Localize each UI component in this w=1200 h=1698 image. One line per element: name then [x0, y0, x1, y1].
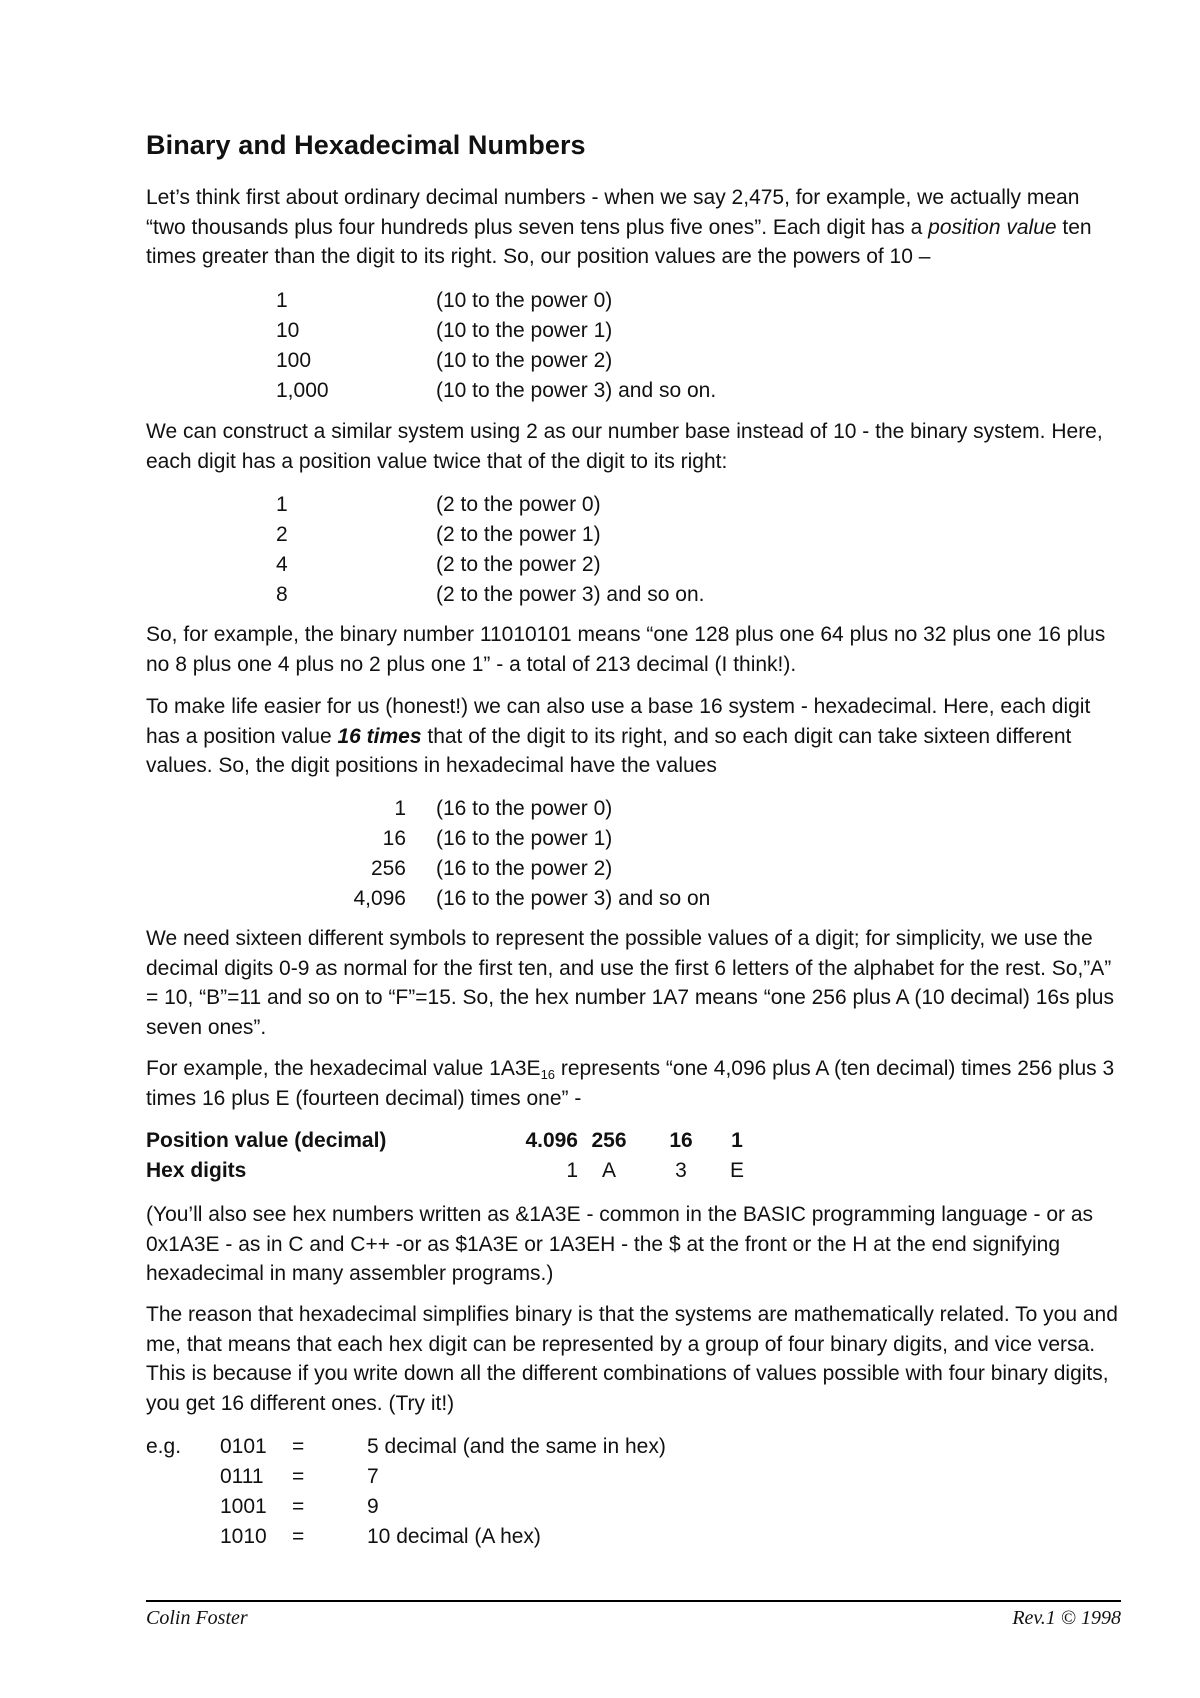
- paragraph-binary-example: So, for example, the binary number 11010101 means “one 128 plus one 64 plus no 32 plus one 16 plus no 8 plus one 4 plus no 2 plus one 1” - a total of 213 decimal (I think!).: [146, 623, 1106, 676]
- table-row: 4,096 (16 to the power 3) and so on: [353, 887, 711, 910]
- hex-powers-table: [146, 794, 846, 914]
- paragraph-hex-symbols: We need sixteen different symbols to represent the possible values of a digit; for simplicity, we use the decimal digits 0-9 as normal for the first ten, and use the first 6 letters of the alphabet for the rest. So,”A” = 10, “B”=11 and so on to “F”=15. So, the hex number 1A7 means “one 256 plus A (10 decimal) 16s plus seven ones”.: [146, 927, 1114, 1039]
- table-row: 1 (10 to the power 0): [276, 289, 613, 312]
- table-row: 1010 = 10 decimal (A hex): [220, 1525, 541, 1548]
- decimal-powers-table: [146, 286, 846, 406]
- table-row: 8 (2 to the power 3) and so on.: [276, 583, 705, 606]
- footer-author: Colin Foster: [146, 1607, 248, 1629]
- table-row: 1,000 (10 to the power 3) and so on.: [276, 379, 717, 402]
- position-value-table: [146, 1126, 1121, 1186]
- paragraph-intro: Let’s think first about ordinary decimal numbers - when we say 2,475, for example, we actually mean “two thousands plus four hundreds plus seven tens plus five ones”. Each digit has a position value ten times greater than the digit to its right. So, our position values are the powers of 10 –: [146, 186, 1092, 268]
- table-row: Hex digits 1 A 3 E: [146, 1159, 744, 1182]
- table-row: 1 (2 to the power 0): [276, 493, 601, 516]
- table-row: 16 (16 to the power 1): [382, 827, 613, 850]
- table-row: 1001 = 9: [220, 1495, 379, 1518]
- table-row: 0111 = 7: [220, 1465, 379, 1488]
- table-row: 256 (16 to the power 2): [370, 857, 613, 880]
- paragraph-hex-notations: (You’ll also see hex numbers written as &1A3E - common in the BASIC programming language - or as 0x1A3E - as in C and C++ -or as $1A3E or 1A3EH - the $ at the front or the H at the end signifying hexadecimal in many assembler programs.): [146, 1203, 1094, 1285]
- table-row: 2 (2 to the power 1): [276, 523, 601, 546]
- paragraph-binary: We can construct a similar system using 2 as our number base instead of 10 - the binary system. Here, each digit has a position value twice that of the digit to its right:: [146, 420, 1103, 473]
- table-row: Position value (decimal) 4.096 256 16 1: [146, 1129, 743, 1152]
- examples-table: [146, 1432, 846, 1552]
- table-row: 1 (16 to the power 0): [394, 797, 613, 820]
- table-row: 100 (10 to the power 2): [276, 349, 613, 372]
- paragraph-relationship: The reason that hexadecimal simplifies binary is that the systems are mathematically related. To you and me, that means that each hex digit can be represented by a group of four binary digits, and vice versa. This is because if you write down all the different combinations of values possible with four binary digits, you get 16 different ones. (Try it!): [146, 1303, 1118, 1415]
- table-row: e.g. 0101 = 5 decimal (and the same in hex): [146, 1435, 666, 1458]
- table-row: 4 (2 to the power 2): [276, 553, 601, 576]
- footer-revision: Rev.1 © 1998: [1012, 1607, 1121, 1629]
- page-title: Binary and Hexadecimal Numbers: [146, 130, 586, 160]
- paragraph-hex-intro: To make life easier for us (honest!) we can also use a base 16 system - hexadecimal. Here, each digit has a position value 16 times that of the digit to its right, and so each digit can take sixteen different values. So, the digit positions in hexadecimal have the values: [146, 695, 1091, 777]
- table-row: 10 (10 to the power 1): [276, 319, 613, 342]
- paragraph-hex-example: For example, the hexadecimal value $1A3E_{16}$ represents “one 4,096 plus A (ten decimal) times 256 plus 3 times 16 plus E (fourteen decimal) times one” -: [146, 1057, 1115, 1110]
- binary-powers-table: [146, 490, 846, 610]
- footer-divider: [146, 1600, 1121, 1602]
